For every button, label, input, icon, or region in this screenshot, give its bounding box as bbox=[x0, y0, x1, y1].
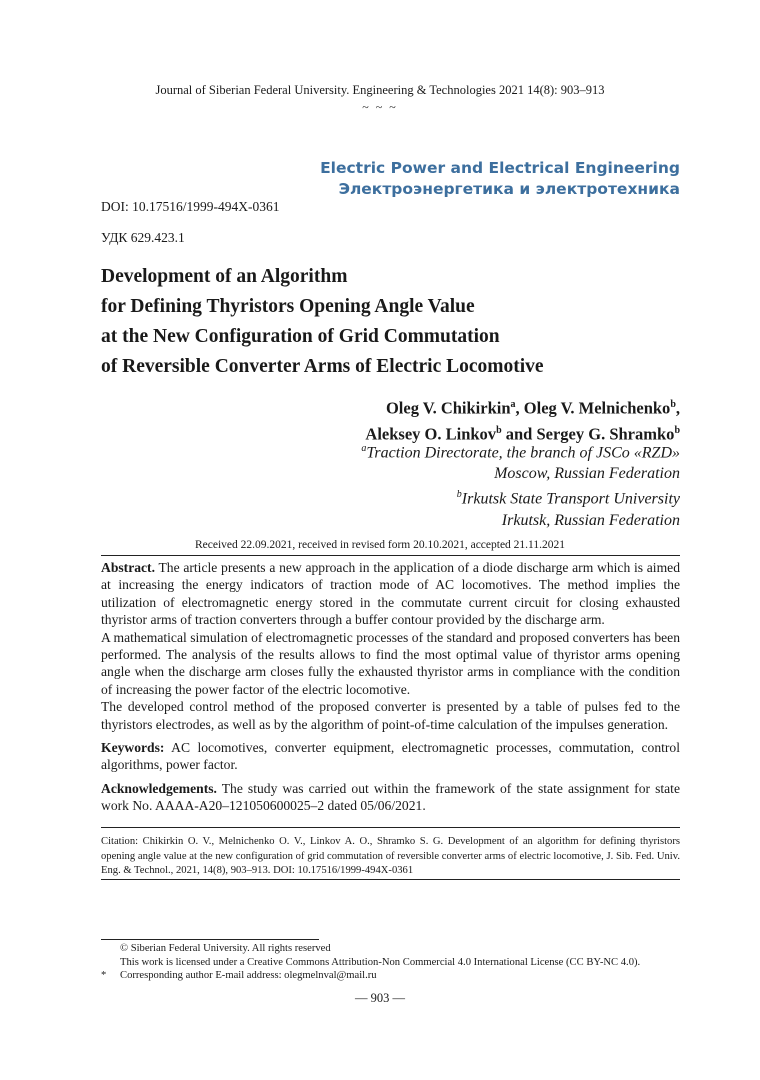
footnotes bbox=[101, 942, 691, 983]
authors-line-1 bbox=[365, 394, 680, 420]
doi: DOI: 10.17516/1999-494X-0361 bbox=[101, 199, 280, 214]
affiliation-a-location: Moscow, Russian Federation bbox=[494, 465, 680, 483]
title-line: Development of an Algorithm bbox=[101, 266, 348, 287]
keywords: Keywords: AC locomotives, converter equipment, electromagnetic processes, commutation, control algorithms, power factor. bbox=[101, 740, 680, 773]
author-affil-mark: b bbox=[674, 424, 680, 436]
section-heading-ru: Электроэнергетика и электротехника bbox=[338, 180, 680, 198]
footnote bbox=[101, 956, 691, 970]
abstract bbox=[101, 559, 680, 733]
author-affil-mark: b bbox=[670, 399, 676, 410]
divider bbox=[101, 827, 680, 828]
abstract-paragraph: A mathematical simulation of electromagnetic processes of the standard and proposed converters has been performed. The analysis of the results allows to find the most optimal value of thyristor arms opening angle when the discharge arm closes fully the exhausted thyristor arms in compliance with the condition of increasing the power factor of the electric locomotive. bbox=[101, 629, 680, 697]
abstract-label: Abstract. bbox=[101, 560, 155, 575]
header-separator: ~ ~ ~ bbox=[362, 100, 398, 114]
copyright: © Siberian Federal University. All rights reserved bbox=[120, 943, 331, 954]
title-line: of Reversible Converter Arms of Electric Locomotive bbox=[101, 356, 544, 377]
author-affil-mark: a bbox=[510, 399, 516, 410]
footnote bbox=[101, 969, 691, 983]
divider bbox=[101, 879, 680, 880]
author-name: and Sergey G. Shramko bbox=[501, 424, 675, 443]
author-name: , Oleg V. Melnichenko bbox=[515, 398, 671, 418]
abstract-paragraph: The developed control method of the proposed converter is presented by a table of pulses fed to the thyristors electrodes, as well as by the algorithm of point-of-time calculation of the impulses generation. bbox=[101, 699, 680, 732]
author-name: Aleksey O. Linkov bbox=[365, 424, 497, 443]
keywords-label: Keywords: bbox=[101, 740, 165, 755]
section-heading bbox=[320, 158, 680, 200]
journal-header: Journal of Siberian Federal University. Engineering & Technologies 2021 14(8): 903–913 bbox=[155, 83, 605, 97]
corresponding-author: Corresponding author E-mail address: olegmelnval@mail.ru bbox=[120, 970, 377, 981]
affiliation-a bbox=[361, 438, 680, 463]
affil-name: Traction Directorate, the branch of JSCo «RZD» bbox=[366, 444, 680, 462]
abstract-paragraph: Abstract. The article presents a new approach in the application of a diode discharge arm which is aimed at increasing the energy indicators of traction mode of AC locomotives. The method implies the utilization of electromagnetic energy stored in the commutate current circuit for closing exhausted thyristor arms of traction converters through a buffer contour provided by the discharge arm. bbox=[101, 560, 680, 628]
footnote bbox=[101, 942, 691, 956]
affil-mark: a bbox=[361, 443, 367, 454]
section-heading-en: Electric Power and Electrical Engineering bbox=[320, 159, 680, 177]
acknowledgements: Acknowledgements. The study was carried out within the framework of the state assignment for state work No. AAAA-A20–121050600025–2 dated 05/06/2021. bbox=[101, 781, 680, 814]
citation: Citation: Chikirkin O. V., Melnichenko O. V., Linkov A. O., Shramko S. G. Development of an algorithm for defining thyristors opening angle value at the new configuration of grid commutation of reversible converter arms of electric locomotive, J. Sib. Fed. Univ. Eng. & Technol., 2021, 14(8), 903–913. DOI: 10.17516/1999-494X-0361 bbox=[101, 836, 680, 876]
received-dates: Received 22.09.2021, received in revised form 20.10.2021, accepted 21.11.2021 bbox=[194, 539, 566, 551]
author-name: Oleg V. Chikirkin bbox=[385, 398, 511, 418]
author-affil-mark: b bbox=[496, 424, 502, 436]
paper-title bbox=[101, 262, 544, 382]
license: This work is licensed under a Creative Commons Attribution-Non Commercial 4.0 International License (CC BY-NC 4.0). bbox=[120, 956, 641, 968]
acknowledgements-label: Acknowledgements. bbox=[101, 781, 217, 796]
affil-mark: b bbox=[456, 489, 462, 501]
footnote-star: * bbox=[101, 970, 107, 981]
affiliation-b-location: Irkutsk, Russian Federation bbox=[501, 511, 680, 529]
author-separator: , bbox=[675, 398, 680, 418]
affiliations bbox=[361, 438, 680, 531]
affiliation-b bbox=[361, 484, 680, 509]
title-line: at the New Configuration of Grid Commutation bbox=[101, 326, 500, 347]
divider bbox=[101, 555, 680, 556]
udk: УДК 629.423.1 bbox=[101, 230, 185, 245]
affil-name: Irkutsk State Transport University bbox=[461, 490, 680, 508]
footnote-rule bbox=[101, 939, 319, 940]
title-line: for Defining Thyristors Opening Angle Value bbox=[101, 296, 475, 317]
page-number: — 903 — bbox=[355, 991, 405, 1005]
